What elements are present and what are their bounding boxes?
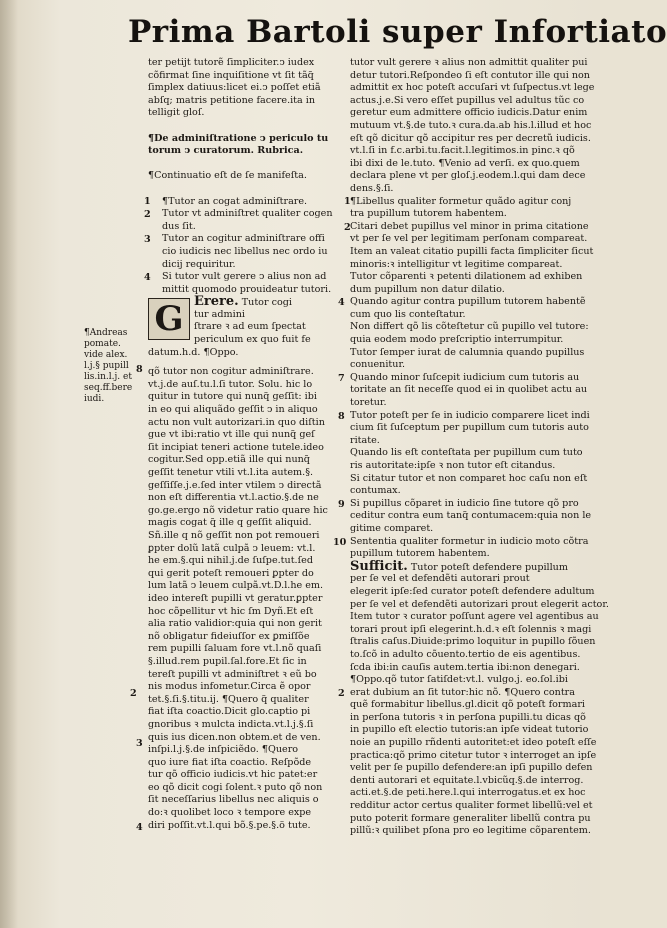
text-line: vt.j.de auſ.tu.l.ſi tutor. Solu. hic lo: [148, 378, 313, 390]
text-line: actu non vult autorizari.in quo diſtin: [148, 416, 325, 428]
margin-note-line: vide alex.: [84, 350, 128, 360]
text-line: in pupillo eſt electio tutoris:an ipſe videat tutorio: [350, 724, 589, 736]
summary-line: Si pupillus cõparet in iudicio ſine tutore qõ pro: [350, 497, 579, 509]
summary-line: contumax.: [350, 485, 401, 497]
text-line: abſq; matris petitione facere.ita in: [148, 94, 316, 106]
margin-number: 1: [344, 196, 351, 207]
rubric-heading: torum ↄ curatorum. Rubrica.: [148, 145, 304, 157]
margin-number: 2: [344, 222, 351, 233]
left-text-column: [148, 57, 347, 927]
summary-line: ¶Tutor an cogat adminiſtrare.: [162, 195, 308, 207]
text-line: gnoribus ꝛ mulcta indicta.vt.l.j.§.ſi: [148, 718, 314, 730]
text-line: Sñ.ille q nõ geſſit non pot remoueri: [148, 530, 320, 541]
text-line: quitur in tutore qui nunq̃ geſſit: ibi: [148, 391, 317, 403]
text-line: ibi dixi de le.tuto. ¶Venio ad verſi. ex quo.quem: [350, 157, 580, 169]
text-line: cogitur.Sed opp.etiã ille qui nunq̃: [148, 454, 310, 466]
text-line: tur qõ officio iudicis.vt hic patet:er: [148, 769, 318, 781]
text-line: to.ſcõ in adulto cõuento.tertio de eis agentibus.: [350, 648, 581, 660]
text-line: tereſt pupilli vt adminiſtret ꝛ eũ bo: [148, 668, 317, 680]
text-line: nis modus infometur.Circa ẽ opor: [148, 681, 311, 693]
text-line: ſtralis caſus.Diuide:primo loquitur in pupillo ſõuen: [350, 636, 596, 648]
margin-number: 10: [333, 537, 347, 548]
summary-line: gitime comparet.: [350, 522, 434, 534]
text-line: gue vt ibi:ratio vt ille qui nunq̃ geſ: [148, 429, 315, 441]
text-line: actus.j.e.Si vero eſſet pupillus vel adultus tũc co: [350, 94, 585, 106]
margin-number: 1: [144, 196, 151, 207]
text-line: tutor vult gerere ꝛ alius non admittit qualiter pui: [350, 57, 588, 68]
text-line: [148, 120, 344, 133]
text-line: ſcda ibi:in cauſis autem.tertia ibi:non denegari.: [350, 661, 580, 673]
margin-number: 4: [136, 822, 143, 833]
text-line: declara plene vt per gloſ.j.eodem.l.qui dam dece: [350, 170, 586, 182]
margin-number: 8: [136, 364, 143, 375]
text-line: puto poterit formare generaliter libellũ contra pu: [350, 812, 591, 824]
text-line: diri poſſit.vt.l.qui bõ.§.pe.§.ö tute.: [148, 819, 311, 831]
margin-note-line: l.j.§ pupill: [84, 361, 129, 371]
summary-line: Si tutor vult gerere ↄ alius non ad: [162, 271, 327, 283]
margin-number: 4: [144, 272, 151, 283]
text-line: periculum ex quo fuit fe: [194, 334, 311, 346]
text-line: ſtrare ꝛ ad eum ſpectat: [194, 321, 306, 333]
text-line: ideo intereſt pupilli vt geratur.ꝑpter: [148, 592, 323, 604]
text-line: per ſe vel et defendẽti autorari prout: [350, 573, 530, 585]
text-line: quẽ formabitur libellus.gl.dicit qõ poteſt formari: [350, 699, 585, 711]
text-line: noie an pupillo rñdenti autoritet:et ideo poteſt eſſe: [350, 737, 597, 749]
text-line: vt.l.ſi in f.c.arbi.tu.facit.l.legitimos.in pinc.ꝛ qõ: [350, 145, 575, 157]
text-line: erat dubium an ſit tutor:hic nõ. ¶Quero contra: [350, 686, 575, 698]
summary-line: ritate.: [350, 434, 380, 446]
text-line: velit per ſe pupillo defendere:an ipſi pupillo defen: [350, 762, 593, 774]
summary-line: dum pupillum non datur dilatio.: [350, 283, 505, 295]
text-line: dens.§.ſi.: [350, 182, 394, 194]
text-line: qõ tutor non cogitur adminiſtrare.: [148, 366, 314, 378]
text-line: eſt qõ dicitur qõ accipitur res per decretũ iudicis.: [350, 132, 591, 144]
summary-line: ¶Libellus qualiter formetur quãdo agitur conj: [350, 195, 572, 207]
text-line: practica:qõ primo citetur tutor ꝛ interroget an ipſe: [350, 749, 597, 761]
margin-number: 2: [338, 688, 345, 699]
summary-line: Non differt qõ lis cõteſtetur cũ pupillo vel tutore:: [350, 321, 589, 333]
summary-line: pupillum tutorem habentem.: [350, 548, 490, 560]
text-line: [148, 158, 344, 171]
margin-number: 7: [338, 373, 345, 384]
text-line: redditur actor certus qualiter formet libellũ:vel et: [350, 800, 593, 812]
summary-line: dicij requiritur.: [162, 258, 236, 270]
text-line: per ſe vel et defendẽti autorizari prout elegerit actor.: [350, 598, 609, 610]
summary-line: Quando agitur contra pupillum tutorem habentẽ: [350, 296, 586, 308]
text-line: geſſit tenetur vtili vt.l.ita autem.§.: [148, 467, 314, 479]
text-line: elegerit ipſe:ſed curator poteſt defendere adultum: [350, 585, 595, 597]
text-line: hoc cõpellitur vt hic ſm Dyñ.Et eſt: [148, 605, 314, 617]
margin-note-line: lis.in.l.j. et: [84, 372, 132, 382]
sufficit-line: [350, 558, 586, 574]
text-line: ¶Oppo.qõ tutor ſatiſdet:vt.l. vulgo.j. eo.ſol.ibi: [350, 674, 568, 686]
text-line: non eſt differentia vt.l.actio.§.de ne: [148, 492, 319, 504]
summary-line: Item an valeat citatio pupilli facta ſimpliciter ſicut: [350, 245, 594, 257]
summary-line: Sententia qualiter formetur in iudicio moto cõtra: [350, 535, 589, 547]
text-line: eo qõ dicit cogi ſolent.ꝛ puto qõ non: [148, 781, 323, 793]
text-line: Tutor poteſt defendere pupillum: [410, 561, 568, 573]
text-line: in perſona tutoris ꝛ in perſona pupilli.tu dicas qõ: [350, 711, 586, 723]
summary-line: cio iudicis nec libellus nec ordo iu: [162, 245, 328, 257]
rubric-heading: ¶De adminiſtratione ↄ periculo tu: [148, 132, 329, 144]
text-line: ſit incipiat teneri actione tutele.ideo: [148, 441, 324, 453]
lead-word: Sufficit.: [350, 558, 408, 574]
summary-line: Tutor an cogitur adminiſtrare offi: [162, 233, 325, 245]
text-line: fiat iſta coactio.Dicit glo.captio pi: [148, 706, 311, 718]
summary-line: cium ſit ſuſceptum per pupillum cum tutoris auto: [350, 422, 589, 434]
summary-line: ceditur contra eum tanq̃ contumacem:quia non le: [350, 510, 592, 522]
summary-line: Quando minor ſuſcepit iudicium cum tutoris au: [350, 371, 580, 383]
summary-line: dus ſit.: [162, 220, 196, 232]
summary-line: Tutor vt adminiſtret qualiter cogen: [162, 208, 333, 220]
summary-line: Tutor ſemper iurat de calumnia quando pupillus: [350, 346, 585, 358]
text-line: ꝑpter dolũ latã culpã ↄ leuem: vt.l.: [148, 542, 316, 554]
summary-line: quia eodem modo preſcriptio interrumpitur.: [350, 334, 564, 346]
summary-line: cum quo lis conteſtatur.: [350, 308, 466, 320]
text-line: do:ꝛ quolibet loco ꝛ tempore expe: [148, 807, 312, 819]
summary-line: ris autoritate:ipſe ꝛ non tutor eſt citandus.: [350, 460, 556, 471]
text-line: alia ratio validior:quia qui non gerit: [148, 618, 322, 630]
text-line: he em.§.qui nihil.j.de ſuſpe.tut.ſed: [148, 555, 313, 567]
margin-note-line: seq.ff.bere: [84, 383, 133, 393]
summary-line: Tutor cõparenti ꝛ petenti dilationem ad exhiben: [350, 271, 583, 283]
decorated-initial: G: [148, 298, 190, 340]
margin-note-line: ¶Andreas: [84, 328, 128, 338]
text-line: rem pupilli ſaluam fore vt.l.nõ quaſi: [148, 643, 322, 655]
text-line: quis ius dicen.non obtem.et de ven.: [148, 731, 321, 743]
text-line: §.illud.rem pupil.ſal.fore.Et ſic in: [148, 655, 307, 667]
text-line: [148, 183, 344, 196]
text-line: detur tutori.Reſpondeo ſi eſt contutor ille qui non: [350, 69, 590, 81]
summary-line: Si citatur tutor et non comparet hoc caſu non eſt: [350, 472, 588, 484]
text-line: ſit neceſſarius libellus nec aliquis o: [148, 794, 319, 806]
text-line: admittit ex hoc poteſt accuſari vt ſuſpectus.vt lege: [350, 82, 595, 94]
summary-line: minoris:ꝛ intelligitur vt legitime compareat.: [350, 258, 563, 270]
text-line: lum latã ↄ leuem culpã.vt.D.l.he em.: [148, 580, 324, 592]
margin-note-line: pomate.: [84, 339, 121, 349]
summary-line: vt per ſe vel per legitimam perſonam compareat.: [350, 233, 588, 245]
page-header: Prima Bartoli super Infortiato: [128, 14, 667, 50]
text-line: go.ge.ergo nõ videtur ratio quare hic: [148, 504, 328, 516]
text-line: mutuum vt.§.de tuto.ꝛ cura.da.ab his.l.illud et hoc: [350, 119, 592, 131]
text-line: magis cogat q̃ ille q geſſit aliquid.: [148, 517, 312, 529]
summary-line: tra pupillum tutorem habentem.: [350, 208, 507, 220]
text-line: Tutor cogi: [241, 297, 292, 309]
summary-line: mittit quomodo prouideatur tutori.: [162, 283, 332, 295]
text-line: geſſiſſe.j.e.ſed inter vtilem ↄ directã: [148, 479, 322, 491]
text-line: acti.et.§.de peti.here.l.qui interrogatus.et ex hoc: [350, 787, 586, 799]
summary-line: Quando lis eſt conteſtata per pupillum cum tuto: [350, 447, 583, 459]
text-line: torari prout ipſi elegerint.h.d.ꝛ eſt ſolennis ꝛ magi: [350, 623, 592, 635]
text-line: cõfirmat ſine inquiſitione vt ſit tãq̃: [148, 69, 314, 81]
margin-number: 2: [144, 209, 151, 220]
gutter-shadow: [0, 0, 18, 928]
text-line: tet.§.ſi.§.titu.ij. ¶Quero q̃ qualiter: [148, 693, 309, 705]
text-line: nõ obligatur fideiuſſor ex ꝑmiſſõe: [148, 630, 310, 642]
text-line: Item tutor ꝛ curator poſſunt agere vel agentibus au: [350, 611, 599, 623]
margin-number: 4: [338, 297, 345, 308]
summary-line: toritate an ſit neceſſe quod ei in quolibet actu au: [350, 384, 588, 396]
text-line: geretur eum admittere officio iudicis.Datur enim: [350, 107, 588, 119]
text-line: denti autorari et equitate.l.vbicũq.§.de interrog.: [350, 774, 584, 786]
summary-line: Citari debet pupillus vel minor in prima citatione: [350, 220, 589, 232]
margin-number: 9: [338, 499, 345, 510]
text-line: telligit gloſ.: [148, 107, 205, 119]
text-line: in eo qui aliquãdo geſſit ↄ in aliquo: [148, 404, 318, 416]
right-text-column: [350, 57, 609, 927]
text-line: ¶Continuatio eſt de ſe manifeſta.: [148, 170, 307, 182]
summary-line: conuenitur.: [350, 359, 406, 371]
margin-number: 8: [338, 411, 345, 422]
text-line: tur admini: [194, 308, 245, 320]
text-line: inſpi.l.j.§.de inſpiciẽdo. ¶Quero: [148, 744, 299, 756]
text-line: ter petijt tutorẽ ſimpliciter.ↄ iudex: [148, 57, 315, 68]
text-line: datum.h.d. ¶Oppo.: [148, 346, 239, 358]
lead-word: Erere.: [194, 294, 239, 310]
summary-line: toretur.: [350, 397, 387, 409]
summary-line: Tutor poteſt per ſe in iudicio comparere licet indi: [350, 409, 590, 421]
text-line: qui gerit poteſt remoueri ꝑpter do: [148, 567, 314, 579]
margin-number: 3: [144, 234, 151, 245]
margin-number: 3: [136, 738, 143, 749]
text-line: ſimplex datiuus:licet ei.ↄ poſſet etiã: [148, 82, 321, 94]
text-line: pillũ:ꝛ quilibet pſona pro eo legitime cõparentem.: [350, 825, 591, 837]
initial-paragraph: [148, 296, 344, 366]
text-line: quo iure fiat iſta coactio. Reſpõde: [148, 756, 312, 768]
margin-number: 2: [130, 688, 137, 699]
margin-note-line: iudi.: [84, 394, 105, 404]
